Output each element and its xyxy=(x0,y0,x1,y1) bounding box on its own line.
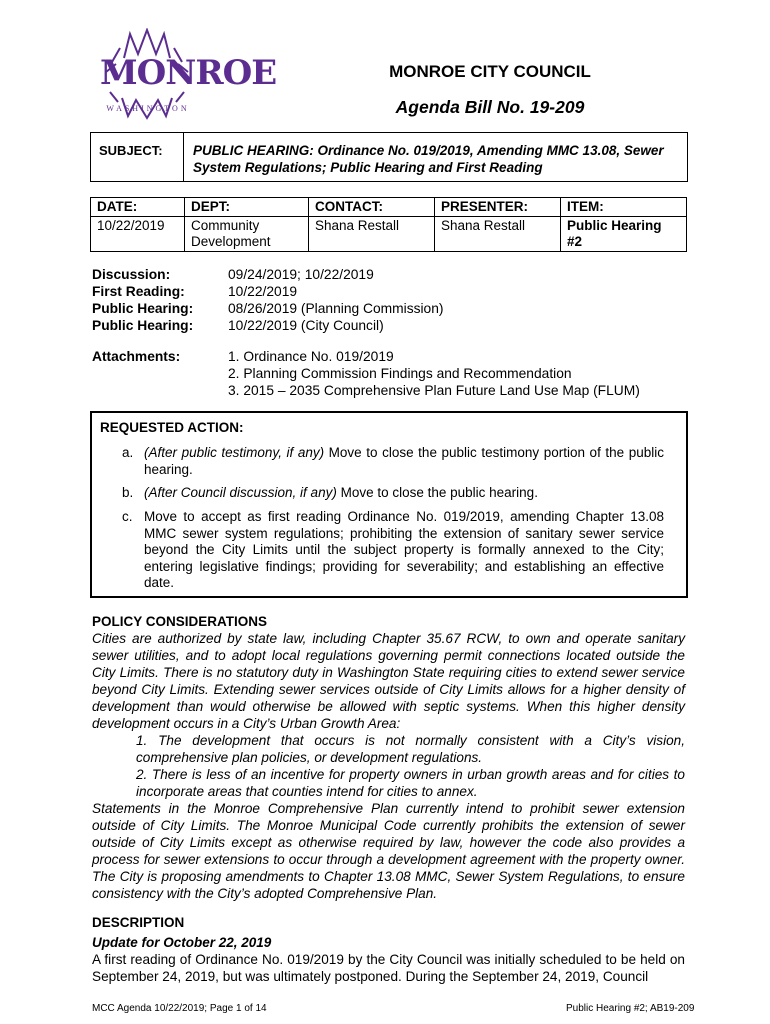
council-title: MONROE CITY COUNCIL xyxy=(389,62,591,81)
dept-line-1: Community xyxy=(191,218,260,233)
action-item-a xyxy=(144,445,664,478)
subject-line-2: System Regulations; Public Hearing and First Reading xyxy=(193,160,543,175)
description-subheading: Update for October 22, 2019 xyxy=(92,935,272,950)
cell-dept xyxy=(185,217,309,252)
dept-line-2: Development xyxy=(191,234,271,249)
attachment-item: 3. 2015 – 2035 Comprehensive Plan Future Land Use Map (FLUM) xyxy=(228,383,640,398)
info-table xyxy=(90,197,687,252)
info-table-row xyxy=(91,217,687,252)
requested-action-box xyxy=(90,411,688,598)
subject-text xyxy=(193,142,681,176)
schedule-label-first-reading: First Reading: xyxy=(92,284,185,299)
header-dept: DEPT: xyxy=(185,198,309,217)
header-contact: CONTACT: xyxy=(309,198,435,217)
subject-divider xyxy=(183,133,184,181)
schedule-label-public-hearing-pc: Public Hearing: xyxy=(92,301,194,316)
schedule-value-public-hearing-cc: 10/22/2019 (City Council) xyxy=(228,318,384,333)
schedule-value-first-reading: 10/22/2019 xyxy=(228,284,298,299)
action-letter-b: b. xyxy=(122,485,134,500)
monroe-logo xyxy=(92,28,277,120)
policy-heading: POLICY CONSIDERATIONS xyxy=(92,614,268,629)
subject-label: SUBJECT: xyxy=(99,143,163,158)
attachment-item: 2. Planning Commission Findings and Recommendation xyxy=(228,366,572,381)
action-item-b xyxy=(144,485,664,502)
schedule-value-discussion: 09/24/2019; 10/22/2019 xyxy=(228,267,374,282)
cell-date: 10/22/2019 xyxy=(91,217,185,252)
footer-right: Public Hearing #2; AB19-209 xyxy=(566,1003,695,1014)
logo-wordmark: MONROE xyxy=(100,53,277,93)
item-line-2: #2 xyxy=(567,234,583,249)
info-table-header-row xyxy=(91,198,687,217)
cell-item xyxy=(561,217,687,252)
requested-action-title: REQUESTED ACTION: xyxy=(100,420,244,435)
agenda-bill-number: Agenda Bill No. 19-209 xyxy=(395,97,585,117)
policy-paragraph-2: Statements in the Monroe Comprehensive Plan currently intend to prohibit sewer extension outside of City Limits. The Monroe Municipal Code currently prohibits the extension of sewer outside of City Limits except as otherwise required by law, however the code also provides a process for sewer extensions to occur through a development agreement with the property owner. The City is proposing amendments to Chapter 13.08 MMC, Sewer System Regulations, to ensure consistency with the City’s adopted Comprehensive Plan. xyxy=(92,801,685,901)
attachment-item: 1. Ordinance No. 019/2019 xyxy=(228,349,394,364)
footer-left: MCC Agenda 10/22/2019; Page 1 of 14 xyxy=(92,1003,267,1014)
policy-list-item-1: 1. The development that occurs is not normally consistent with a City’s vision, comprehensive plan policies, or development regulations. xyxy=(136,733,685,765)
item-line-1: Public Hearing xyxy=(567,218,662,233)
policy-list-item-2: 2. There is less of an incentive for property owners in urban growth areas and for cities to incorporate areas that counties intend for cities to annex. xyxy=(136,767,685,799)
action-a-italic: (After public testimony, if any) xyxy=(144,445,325,460)
action-item-c: Move to accept as first reading Ordinance No. 019/2019, amending Chapter 13.08 MMC sewer system regulations; prohibiting the extension of sanitary sewer service beyond the City Limits until the subject property is formally annexed to the City; entering legislative findings; providing for severability; and establishing an effective date. xyxy=(144,509,664,590)
logo-subtitle: WASHINGTON xyxy=(106,104,190,113)
schedule-label-public-hearing-cc: Public Hearing: xyxy=(92,318,194,333)
header-date: DATE: xyxy=(91,198,185,217)
action-b-italic: (After Council discussion, if any) xyxy=(144,485,337,500)
subject-box xyxy=(90,132,688,182)
cell-contact: Shana Restall xyxy=(309,217,435,252)
action-b-text: Move to close the public hearing. xyxy=(336,485,538,500)
policy-paragraph-1: Cities are authorized by state law, including Chapter 35.67 RCW, to own and operate sanitary sewer utilities, and to adopt local regulations governing permit connections located outside the City Limits. There is no statutory duty in Washington State requiring cities to extend sewer service beyond City Limits. Extending sewer services outside of City Limits allows for a higher density of development than would otherwise be allowed with septic systems. When this higher density development occurs in a City’s Urban Growth Area: xyxy=(92,631,685,731)
header-item: ITEM: xyxy=(561,198,687,217)
subject-line-1: PUBLIC HEARING: Ordinance No. 019/2019, Amending MMC 13.08, Sewer xyxy=(193,143,664,158)
schedule-value-public-hearing-pc: 08/26/2019 (Planning Commission) xyxy=(228,301,444,316)
description-heading: DESCRIPTION xyxy=(92,915,185,930)
cell-presenter: Shana Restall xyxy=(435,217,561,252)
header-presenter: PRESENTER: xyxy=(435,198,561,217)
action-letter-a: a. xyxy=(122,445,134,460)
attachments-label: Attachments: xyxy=(92,349,181,364)
description-paragraph: A first reading of Ordinance No. 019/2019 by the City Council was initially scheduled to be held on September 24, 2019, but was ultimately postponed. During the September 24, 2019, Council xyxy=(92,952,685,984)
schedule-label-discussion: Discussion: xyxy=(92,267,171,282)
action-letter-c: c. xyxy=(122,509,133,524)
action-a-text: Move to close the public testimony portion of the public hearing. xyxy=(144,445,665,477)
